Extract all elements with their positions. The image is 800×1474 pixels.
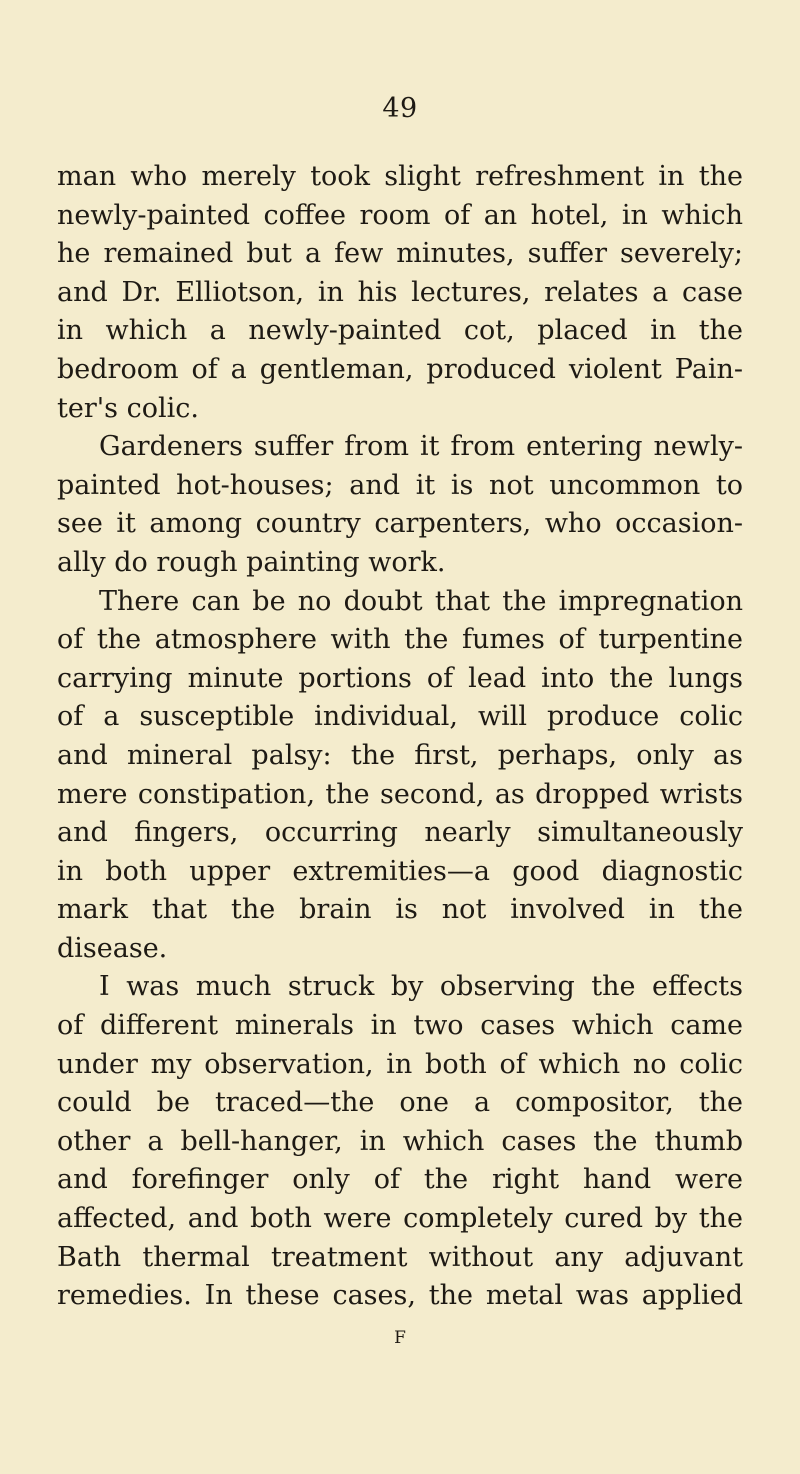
page-number: 49 — [382, 93, 418, 124]
text-line: mark that the brain is not involved in the — [57, 894, 743, 926]
text-line: man who merely took slight refreshment in the — [57, 161, 743, 192]
text-line: remedies. In these cases, the metal was applied — [57, 1280, 743, 1312]
text-line: in which a newly-painted cot, placed in the — [57, 315, 743, 347]
text-line: and fingers, occurring nearly simultaneously — [57, 817, 743, 849]
text-line: painted hot-houses; and it is not uncommon to — [57, 469, 743, 501]
text-line: and mineral palsy: the first, perhaps, only as — [57, 739, 743, 771]
text-line: other a bell-hanger, in which cases the thumb — [57, 1125, 743, 1157]
text-line: of the atmosphere with the fumes of turpentine — [57, 624, 743, 656]
text-line: newly-painted coffee room of an hotel, in which — [57, 199, 743, 231]
text-line: carrying minute portions of lead into the lungs — [57, 662, 743, 694]
text-line: Gardeners suffer from it from entering newly- — [99, 431, 743, 463]
text-line: in both upper extremities—a good diagnostic — [57, 855, 743, 887]
text-line: affected, and both were completely cured by the — [57, 1203, 743, 1235]
text-line: mere constipation, the second, as dropped wrists — [57, 778, 743, 810]
text-line: of different minerals in two cases which came — [57, 1010, 743, 1042]
body-text — [57, 158, 743, 1316]
text-line: bedroom of a gentleman, produced violent Pain- — [57, 353, 743, 385]
text-line: ally do rough painting work. — [57, 546, 446, 578]
text-line: and Dr. Elliotson, in his lectures, relates a case — [57, 276, 743, 308]
text-line: see it among country carpenters, who occasion- — [57, 508, 743, 540]
text-line: Bath thermal treatment without any adjuvant — [57, 1241, 743, 1273]
text-line: and forefinger only of the right hand were — [57, 1164, 743, 1196]
text-line: disease. — [57, 932, 168, 964]
signature-mark: F — [394, 1328, 406, 1348]
text-line: ter's colic. — [57, 392, 199, 424]
text-line: could be traced—the one a compositor, the — [57, 1087, 743, 1119]
text-line: of a susceptible individual, will produce colic — [57, 701, 743, 733]
text-line: There can be no doubt that the impregnation — [99, 585, 743, 617]
text-line: he remained but a few minutes, suffer severely; — [57, 238, 743, 270]
text-line: I was much struck by observing the effects — [99, 971, 743, 1003]
text-line: under my observation, in both of which no colic — [57, 1048, 743, 1080]
